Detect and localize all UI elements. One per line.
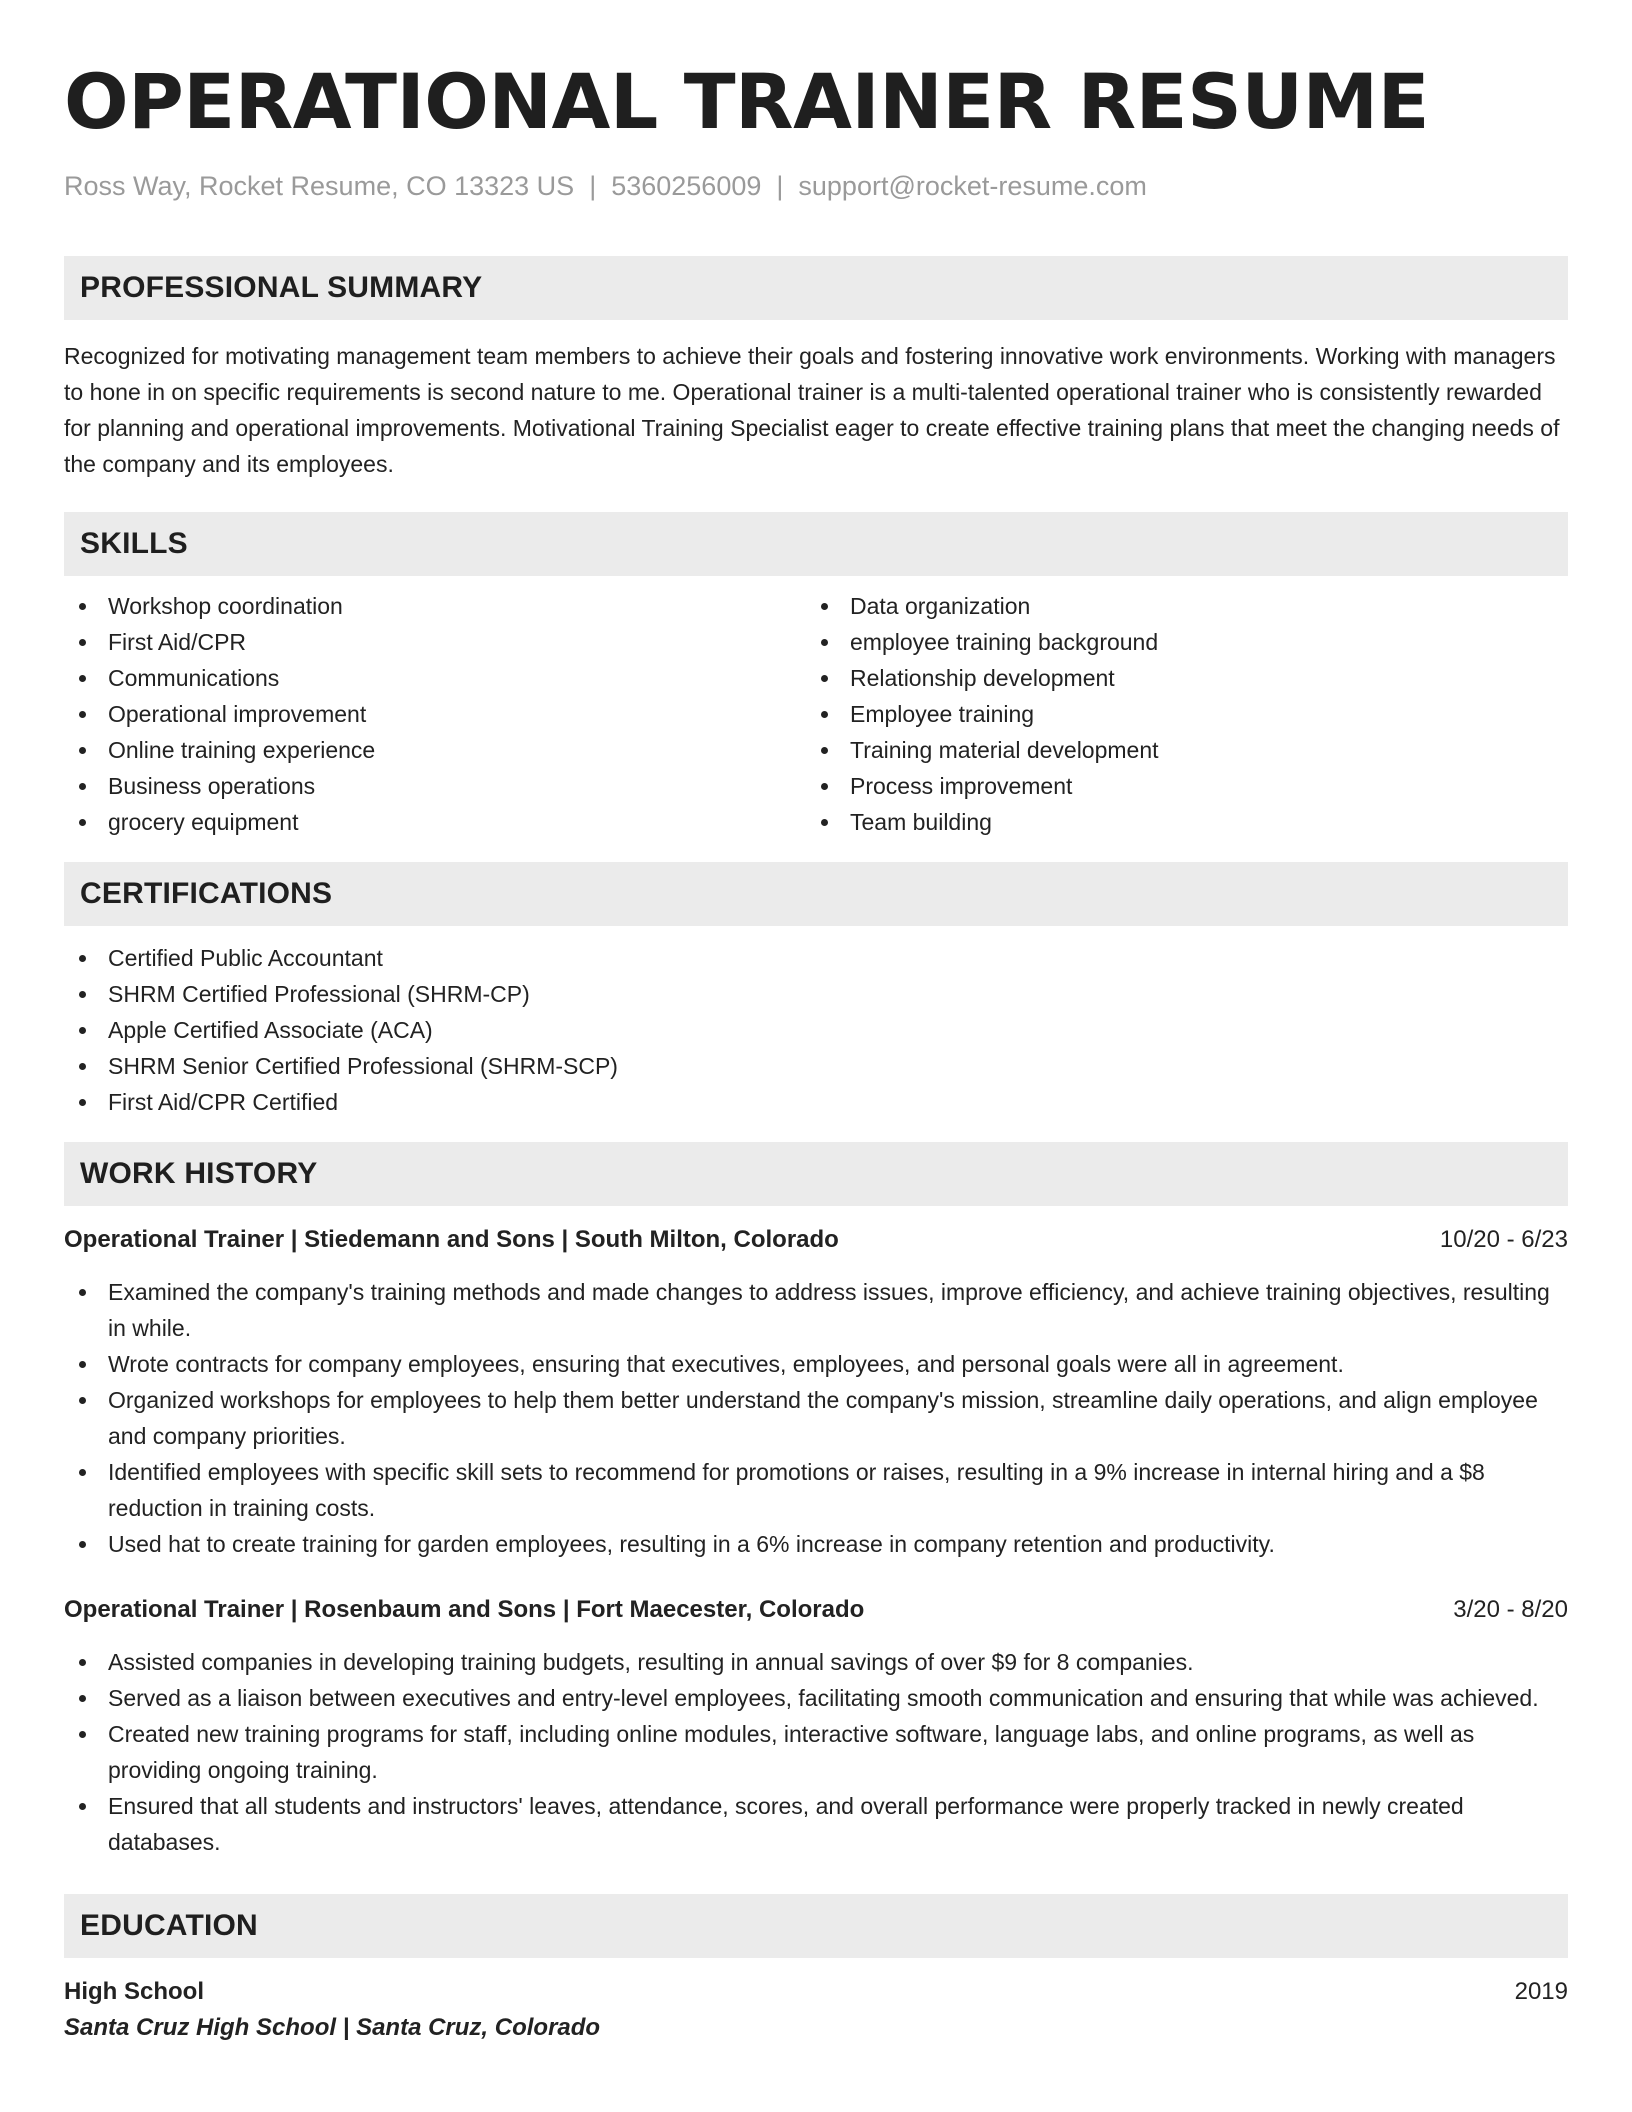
skill-item: Team building xyxy=(806,804,1548,840)
job-header xyxy=(64,1222,1568,1258)
job-entry xyxy=(64,1222,1568,1562)
summary-text: Recognized for motivating management team members to achieve their goals and fostering innovative work environments. Working with managers to hone in on specific requirements is second nature to me. Operational trainer is a multi-talented operational trainer who is consistently rewarded for planning and operational improvements. Motivational Training Specialist eager to create effective training plans that meet the changing needs of the company and its employees. xyxy=(64,343,1560,477)
education-degree: High School xyxy=(64,1978,204,2005)
skill-item: Process improvement xyxy=(806,768,1548,804)
skills-column-left xyxy=(64,588,806,840)
education-header xyxy=(64,1974,1568,2010)
job-bullet: Ensured that all students and instructors' leaves, attendance, scores, and overall performance were properly tracked in newly created databases. xyxy=(64,1788,1568,1860)
skill-item: grocery equipment xyxy=(64,804,806,840)
job-header xyxy=(64,1592,1568,1628)
skill-item: Employee training xyxy=(806,696,1548,732)
summary-section-header: PROFESSIONAL SUMMARY xyxy=(64,256,1568,320)
education-year: 2019 xyxy=(1514,1978,1568,2005)
skills-column-right xyxy=(806,588,1548,840)
resume-title: OPERATIONAL TRAINER RESUME xyxy=(64,57,1430,146)
education-entry xyxy=(64,1974,1568,2046)
certification-item: First Aid/CPR Certified xyxy=(64,1084,1568,1120)
job-bullet: Created new training programs for staff, including online modules, interactive software, language labs, and online programs, as well as providing ongoing training. xyxy=(64,1716,1568,1788)
job-bullet: Assisted companies in developing training budgets, resulting in annual savings of over $9 for 8 companies. xyxy=(64,1644,1568,1680)
contact-separator: | xyxy=(776,171,784,201)
job-bullet: Used hat to create training for garden employees, resulting in a 6% increase in company retention and productivity. xyxy=(64,1526,1568,1562)
contact-email: support@rocket-resume.com xyxy=(798,171,1147,201)
job-dates: 10/20 - 6/23 xyxy=(1439,1226,1568,1253)
skill-item: Training material development xyxy=(806,732,1548,768)
skill-item: Communications xyxy=(64,660,806,696)
skill-item: Online training experience xyxy=(64,732,806,768)
job-bullet: Wrote contracts for company employees, ensuring that executives, employees, and personal goals were all in agreement. xyxy=(64,1346,1568,1382)
education-section-header: EDUCATION xyxy=(64,1894,1568,1958)
work-history-section-header: WORK HISTORY xyxy=(64,1142,1568,1206)
skills-list xyxy=(64,588,1568,840)
skill-item: Relationship development xyxy=(806,660,1548,696)
skill-item: employee training background xyxy=(806,624,1548,660)
skill-item: Data organization xyxy=(806,588,1548,624)
job-dates: 3/20 - 8/20 xyxy=(1453,1596,1568,1623)
job-title: Operational Trainer | Stiedemann and Sons | South Milton, Colorado xyxy=(64,1226,839,1253)
skill-item: Operational improvement xyxy=(64,696,806,732)
certification-item: Certified Public Accountant xyxy=(64,940,1568,976)
contact-address: Ross Way, Rocket Resume, CO 13323 US xyxy=(64,171,575,201)
job-title: Operational Trainer | Rosenbaum and Sons | Fort Maecester, Colorado xyxy=(64,1596,865,1623)
education-school: Santa Cruz High School | Santa Cruz, Colorado xyxy=(64,2014,601,2041)
certifications-section-header: CERTIFICATIONS xyxy=(64,862,1568,926)
job-bullet: Organized workshops for employees to help them better understand the company's mission, streamline daily operations, and align employee and company priorities. xyxy=(64,1382,1568,1454)
contact-phone: 5360256009 xyxy=(611,171,762,201)
contact-separator: | xyxy=(589,171,597,201)
certification-item: SHRM Certified Professional (SHRM-CP) xyxy=(64,976,1568,1012)
skill-item: Workshop coordination xyxy=(64,588,806,624)
job-bullets xyxy=(64,1644,1568,1860)
certification-item: Apple Certified Associate (ACA) xyxy=(64,1012,1568,1048)
contact-line xyxy=(64,168,1568,204)
job-bullets xyxy=(64,1274,1568,1562)
job-bullet: Examined the company's training methods and made changes to address issues, improve efficiency, and achieve training objectives, resulting in while. xyxy=(64,1274,1568,1346)
job-bullet: Served as a liaison between executives and entry-level employees, facilitating smooth communication and ensuring that while was achieved. xyxy=(64,1680,1568,1716)
job-entry xyxy=(64,1592,1568,1860)
certification-item: SHRM Senior Certified Professional (SHRM-SCP) xyxy=(64,1048,1568,1084)
certifications-list xyxy=(64,940,1568,1120)
job-bullet: Identified employees with specific skill sets to recommend for promotions or raises, resulting in a 9% increase in internal hiring and a $8 reduction in training costs. xyxy=(64,1454,1568,1526)
skills-section-header: SKILLS xyxy=(64,512,1568,576)
skill-item: First Aid/CPR xyxy=(64,624,806,660)
skill-item: Business operations xyxy=(64,768,806,804)
